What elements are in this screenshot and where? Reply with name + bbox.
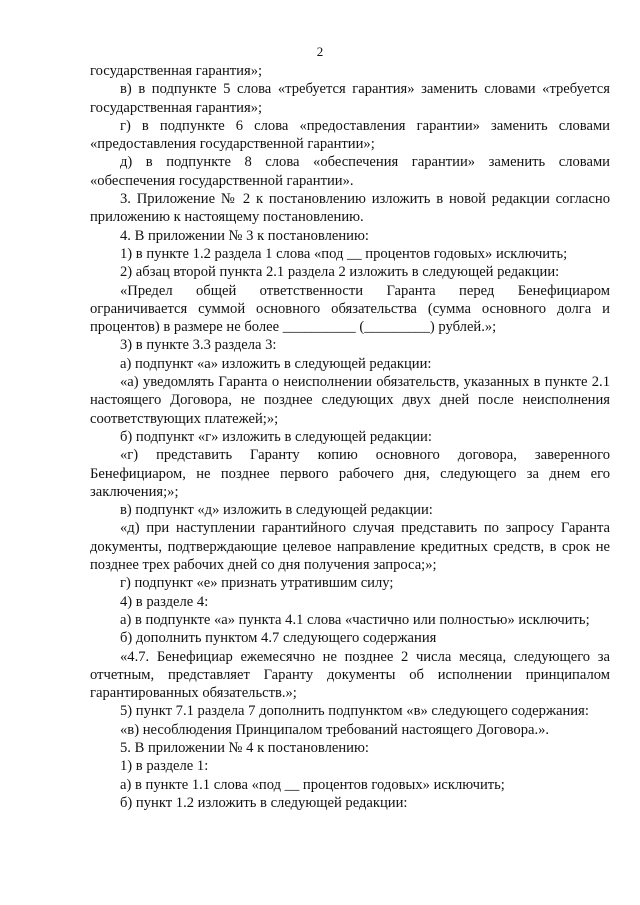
paragraph: а) в подпункте «а» пункта 4.1 слова «частично или полностью» исключить; (120, 611, 590, 628)
document-body (90, 62, 610, 812)
paragraph: 5. В приложении № 4 к постановлению: (120, 739, 369, 756)
paragraph: «Предел общей ответственности Гаранта перед Бенефициаром ограничивается суммой основного обязательства (сумма основного долга и процентов) в размере не более __________ (_________) рублей.»; (90, 282, 610, 336)
paragraph: «а) уведомлять Гаранта о неисполнении обязательств, указанных в пункте 2.1 настоящего Договора, не позднее следующих двух дней после неисполнения соответствующих платежей;»; (90, 374, 610, 427)
paragraph: б) дополнить пунктом 4.7 следующего содержания (120, 630, 437, 647)
paragraph: г) в подпункте 6 слова «предоставления гарантии» заменить словами «предоставления государственной гарантии»; (90, 117, 610, 153)
paragraph: «в) несоблюдения Принципалом требований настоящего Договора.». (120, 721, 550, 738)
paragraph: 1) в пункте 1.2 раздела 1 слова «под __ процентов годовых» исключить; (120, 245, 568, 262)
paragraph: 4. В приложении № 3 к постановлению: (120, 227, 369, 244)
paragraph: «г) представить Гаранту копию основного договора, заверенного Бенефициаром, не позднее первого рабочего дня, следующего за днем его заключения;»; (90, 447, 610, 500)
paragraph: б) пункт 1.2 изложить в следующей редакции: (120, 794, 408, 811)
paragraph: в) в подпункте 5 слова «требуется гарантия» заменить словами «требуется государственная гарантия»; (90, 81, 610, 116)
paragraph: а) подпункт «а» изложить в следующей редакции: (120, 355, 432, 372)
paragraph: 1) в разделе 1: (120, 758, 209, 775)
paragraph: государственная гарантия»; (90, 63, 263, 79)
paragraph: а) в пункте 1.1 слова «под __ процентов годовых» исключить; (120, 776, 505, 793)
paragraph: г) подпункт «е» признать утратившим силу; (120, 575, 394, 592)
paragraph: «д) при наступлении гарантийного случая представить по запросу Гаранта документы, подтверждающие целевое направление кредитных средств, в срок не позднее трех рабочих дней со дня получения запроса;»; (90, 520, 610, 574)
paragraph: в) подпункт «д» изложить в следующей редакции: (120, 502, 433, 519)
paragraph: д) в подпункте 8 слова «обеспечения гарантии» заменить словами «обеспечения государственной гарантии». (90, 154, 610, 189)
page-number: 2 (316, 44, 324, 59)
paragraph: 3. Приложение № 2 к постановлению изложить в новой редакции согласно приложению к настоящему постановлению. (90, 191, 610, 226)
paragraph: 2) абзац второй пункта 2.1 раздела 2 изложить в следующей редакции: (120, 264, 560, 281)
paragraph: «4.7. Бенефициар ежемесячно не позднее 2 числа месяца, следующего за отчетным, представляет Гаранту документы об исполнении принципалом гарантированных обязательств.»; (90, 648, 610, 702)
paragraph: б) подпункт «г» изложить в следующей редакции: (120, 428, 432, 445)
paragraph: 3) в пункте 3.3 раздела 3: (120, 337, 277, 354)
paragraph: 5) пункт 7.1 раздела 7 дополнить подпунктом «в» следующего содержания: (120, 703, 589, 720)
paragraph: 4) в разделе 4: (120, 593, 209, 610)
